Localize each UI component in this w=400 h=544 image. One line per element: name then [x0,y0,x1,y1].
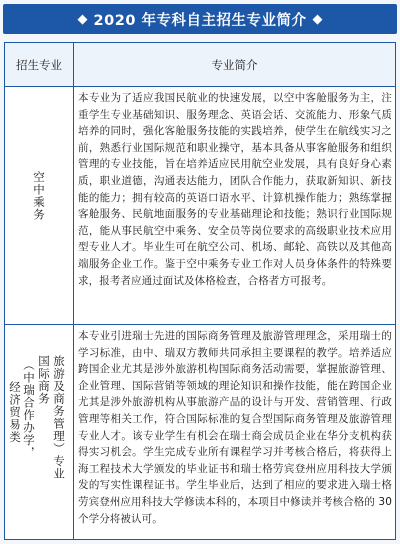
major-description-cell [78,90,392,289]
major-name-cell [5,87,74,324]
table-row [5,325,395,539]
major-name-line: （中瑞合作办学， [22,359,36,459]
major-name-cell [5,325,74,539]
diamond-icon: ◆ [312,11,323,27]
major-name-line: 旅游及商务管理）专业 [52,355,66,480]
majors-table [4,42,396,540]
header-major: 招生专业 [5,43,74,86]
major-name-line: 经济贸易类 [8,381,22,444]
major-name: 空中乘务 [32,171,46,221]
header-description: 专业简介 [211,57,258,72]
major-description: 本专业为了适应我国民航业的快速发展，以空中客舱服务为主，注重学生专业基础知识、服务理念、英语会话、交流能力、形象气质培养的同时，强化客舱服务技能的实践培养，使学生在航线实习之前，熟悉行业国际规范和职业操守，基本具备从事客舱服务和组织管理的专业技能，旨在培养适应民用航空业发展，具有良好身心素质，职业道德，沟通表达能力，团队合作能力，获取新知识、新技能的能力；拥有较高的英语口语水平、计算机操作能力；熟练掌握客舱服务、民航地面服务的专业基础理论和技能；熟识行业国际规范，能从事民航空中乘务、安全员等岗位要求的高级职业技术应用型专业人才。毕业生可在航空公司、机场、邮轮、高铁以及其他高端服务企业工作。鉴于空中乘务专业工作对人员身体条件的特殊要求，报考者应通过面试及体格检查，合格者方可报考。 [78,92,392,287]
title-banner [3,4,397,34]
major-name-line: 国际商务 [37,355,51,405]
major-description: 本专业引进瑞士先进的国际商务管理及旅游管理理念，采用瑞士的学习标准，由中、瑞双方教师共同承担主要课程的教学。培养适应跨国企业尤其是涉外旅游机构国际商务活动需要，掌握旅游管理、企业管理、国际营销等领域的理论知识和操作技能，能在跨国企业尤其是涉外旅游机构从事旅游产品的设计与开发、营销管理、行政管理等相关工作，符合国际标准的复合型国际商务管理及旅游管理专业人才。该专业学生有机会在瑞士商会成员企业在华分支机构获得实习机会。学生完成专业所有课程学习并考核合格后，将获得上海工程技术大学颁发的毕业证书和瑞士格劳宾登州应用科技大学颁发的写实性课程证书。学生毕业后，达到了相应的要求进入瑞士格劳宾登州应用科技大学修读本科的，本项目中修读并考核合格的 30 个学分将被认可。 [78,330,392,525]
table-header [5,43,395,87]
diamond-icon: ◆ [77,11,88,27]
major-description-cell [78,328,392,527]
table-row [5,87,395,325]
page-title: 2020 年专科自主招生专业简介 [93,12,307,29]
